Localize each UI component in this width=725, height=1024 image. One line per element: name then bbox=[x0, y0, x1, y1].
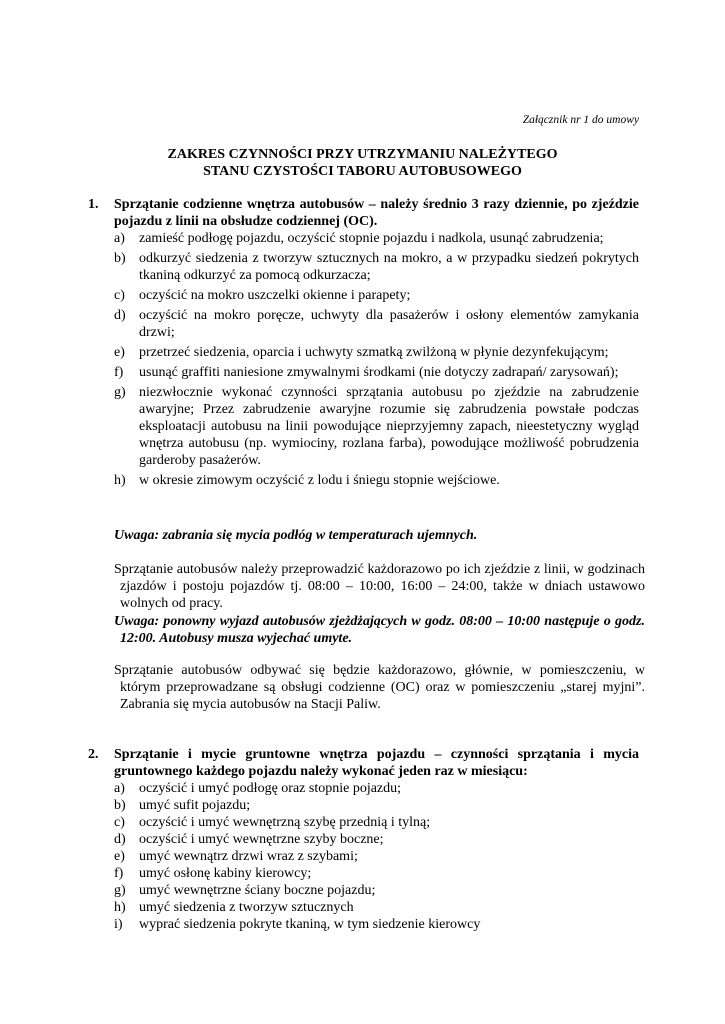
document-title bbox=[0, 146, 725, 180]
item-letter: f) bbox=[114, 365, 124, 380]
section-1-heading-text: Sprzątanie codzienne wnętrza autobusów – należy średnio 3 razy dziennie, po zjeździe pojazdu z linii na obsłudze codziennej (OC). bbox=[114, 197, 639, 229]
section-2-heading-text: Sprzątanie i mycie gruntowne wnętrza pojazdu – czynności sprzątania i mycia gruntownego każdego pojazdu należy wykonać jeden raz w miesiącu: bbox=[114, 747, 639, 779]
list-item bbox=[88, 831, 639, 848]
list-item bbox=[88, 916, 639, 933]
list-item bbox=[88, 344, 639, 361]
warning-freezing: Uwaga: zabrania się mycia podłóg w temperaturach ujemnych. bbox=[114, 528, 478, 543]
item-letter: a) bbox=[114, 231, 125, 246]
annex-label: Załącznik nr 1 do umowy bbox=[522, 114, 639, 126]
section-1-list bbox=[88, 230, 639, 489]
item-text: umyć wewnętrzne ściany boczne pojazdu; bbox=[139, 883, 376, 898]
list-item bbox=[88, 250, 639, 284]
item-text: usunąć graffiti naniesione zmywalnymi środkami (nie dotyczy zadrapań/ zarysowań); bbox=[139, 365, 619, 380]
list-item bbox=[88, 865, 639, 882]
item-text: oczyścić na mokro uszczelki okienne i parapety; bbox=[139, 288, 411, 303]
item-letter: i) bbox=[114, 917, 123, 932]
item-letter: d) bbox=[114, 308, 126, 323]
title-line-1: ZAKRES CZYNNOŚCI PRZY UTRZYMANIU NALEŻYTEGO bbox=[167, 147, 558, 162]
list-item bbox=[88, 230, 639, 247]
list-item bbox=[88, 814, 639, 831]
list-item bbox=[88, 797, 639, 814]
item-letter: g) bbox=[114, 385, 126, 400]
section-1-heading bbox=[88, 196, 639, 230]
list-item bbox=[88, 882, 639, 899]
item-letter: f) bbox=[114, 866, 124, 881]
section-1 bbox=[88, 196, 639, 492]
item-letter: e) bbox=[114, 345, 125, 360]
item-letter: c) bbox=[114, 288, 125, 303]
section-2-list bbox=[88, 780, 639, 933]
item-text: wyprać siedzenia pokryte tkaniną, w tym siedzenie kierowcy bbox=[139, 917, 481, 932]
list-item bbox=[88, 307, 639, 341]
warning-departure: Uwaga: ponowny wyjazd autobusów zjeżdżających w godz. 08:00 – 10:00 następuje o godz. 12:00. Autobusy musza wyjechać umyte. bbox=[114, 614, 645, 646]
list-item bbox=[88, 287, 639, 304]
list-item bbox=[88, 899, 639, 916]
item-letter: g) bbox=[114, 883, 126, 898]
item-letter: h) bbox=[114, 473, 126, 488]
section-2-number: 2. bbox=[88, 747, 99, 762]
item-text: oczyścić na mokro poręcze, uchwyty dla pasażerów i osłony elementów zamykania drzwi; bbox=[139, 308, 639, 340]
item-letter: d) bbox=[114, 832, 126, 847]
item-text: w okresie zimowym oczyścić z lodu i śniegu stopnie wejściowe. bbox=[139, 473, 500, 488]
item-text: umyć osłonę kabiny kierowcy; bbox=[139, 866, 312, 881]
paragraph-schedule: Sprzątanie autobusów należy przeprowadzić każdorazowo po ich zjeździe z linii, w godzinach zjazdów i postoju pojazdów tj. 08:00 – 10:00, 16:00 – 24:00, także w dniach ustawowo wolnych od pracy. bbox=[114, 562, 645, 611]
section-2 bbox=[88, 746, 639, 933]
title-line-2: STANU CZYSTOŚCI TABORU AUTOBUSOWEGO bbox=[203, 164, 522, 179]
item-text: odkurzyć siedzenia z tworzyw sztucznych na mokro, a w przypadku siedzeń pokrytych tkaniną odkurzyć za pomocą odkurzacza; bbox=[139, 251, 639, 283]
item-text: umyć wewnątrz drzwi wraz z szybami; bbox=[139, 849, 358, 864]
item-text: oczyścić i umyć podłogę oraz stopnie pojazdu; bbox=[139, 781, 402, 796]
item-letter: b) bbox=[114, 798, 126, 813]
paragraph-location: Sprzątanie autobusów odbywać się będzie każdorazowo, głównie, w pomieszczeniu, w którym przeprowadzane są obsługi codzienne (OC) oraz w pomieszczeniu „starej myjni”. Zabrania się mycia autobusów na Stacji Paliw. bbox=[114, 663, 645, 712]
section-1-number: 1. bbox=[88, 197, 99, 212]
item-text: zamieść podłogę pojazdu, oczyścić stopnie pojazdu i nadkola, usunąć zabrudzenia; bbox=[139, 231, 604, 246]
item-text: oczyścić i umyć wewnętrzne szyby boczne; bbox=[139, 832, 384, 847]
list-item bbox=[88, 364, 639, 381]
item-letter: e) bbox=[114, 849, 125, 864]
item-letter: b) bbox=[114, 251, 126, 266]
section-2-heading bbox=[88, 746, 639, 780]
list-item bbox=[88, 384, 639, 469]
item-text: oczyścić i umyć wewnętrzną szybę przednią i tylną; bbox=[139, 815, 431, 830]
list-item bbox=[88, 472, 639, 489]
item-letter: a) bbox=[114, 781, 125, 796]
item-text: niezwłocznie wykonać czynności sprzątania autobusu po zjeździe na zabrudzenie awaryjne; Przez zabrudzenie awaryjne rozumie się zabrudzenia powstałe podczas eksploatacji autobusu na linii powodujące nieprzyjemny zapach, nieestetyczny wygląd wnętrza autobusu (np. wymiociny, rozlana farba), powodujące możliwość pobrudzenia garderoby pasażerów. bbox=[139, 385, 639, 468]
list-item bbox=[88, 848, 639, 865]
list-item bbox=[88, 780, 639, 797]
item-letter: h) bbox=[114, 900, 126, 915]
item-letter: c) bbox=[114, 815, 125, 830]
item-text: przetrzeć siedzenia, oparcia i uchwyty szmatką zwilżoną w płynie dezynfekującym; bbox=[139, 345, 609, 360]
item-text: umyć siedzenia z tworzyw sztucznych bbox=[139, 900, 354, 915]
item-text: umyć sufit pojazdu; bbox=[139, 798, 251, 813]
